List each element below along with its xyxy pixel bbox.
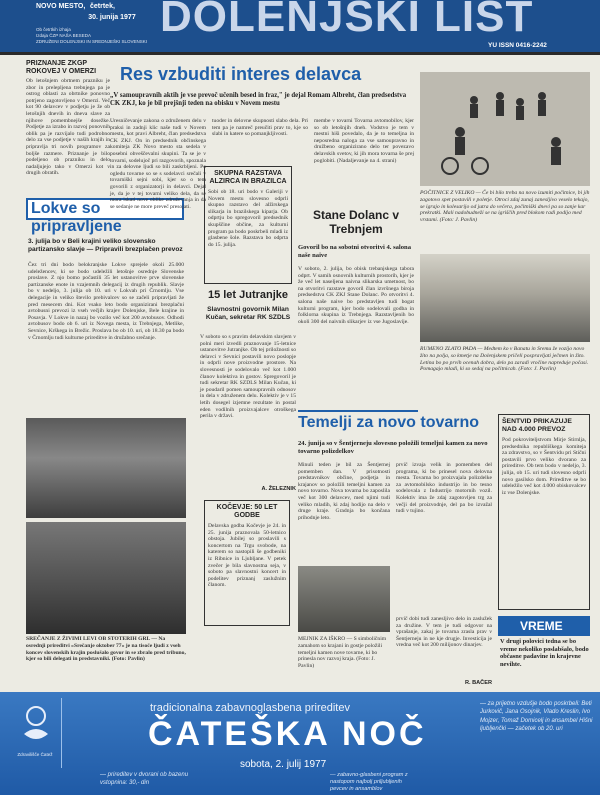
dolanc-body: V soboto, 2. julija, bo obisk trebanjskega tabora odprt. V samih osnovnih kulturnih prostorih, kjer je že več let naseljena naivna slikarska umetnost, bo na otvoritvi razstave govoril član izvršnega biroja predsedstva CK ZKJ Stane Dolanc. Po otvoritvi 4. salona naše naive bo predstavljen tudi bogat kulturni program, kjer bodo sodelovali godba in folklorna skupina iz Trebnjega. Razstavljenih bo okoli 300 del naivnih slikarjev iz vse Jugoslavije. [298, 266, 414, 325]
children-photo [420, 72, 590, 186]
masthead-weekday: četrtek, [90, 3, 115, 10]
cateska-noc-ad [0, 692, 600, 795]
temelji-col-2: prvič izvaja velik in pomemben del programa, ki bo prinesel nova delovna mesta. Tovarna bo proizvajala polizdelke za avtomobilsko industrijo in bo tesno sodelovala z Industrijo motornih vozil. Kolektiv ima že zdaj zagotovljen trg za večji del proizvodnje, del pa bo izvažal tudi v tujino. [396, 462, 492, 515]
cateska-logo-text: Zdravilišče Čatež [17, 752, 53, 757]
temelji-photo [298, 566, 390, 632]
cateska-center-1: — zabavno-glasbeni program z [330, 772, 408, 778]
priznanje-body: Ob letošnjem obrtnem prazniku je zbor in prelepljena trebnjega pa je ostrog oblasti za obrtnike ponovno potrjeno zagotovljeno v Omerzi. Več kot 90 delavcev v podjetju je že ob letošnjih dnevih in dneva slave za njihove pomembnejše dosežke. Podjetje za izrabo in razvoj ponovnih oblik pa je razvijalo tudi podrobno delo za vse podjetje v naših krajih in pripravlja tri novih programov za boljše razmere. Priznanje je bilo podeljeno ob prazniku in delo nadaljujejo tako v Omerzi kot v drugih obratih. [26, 78, 110, 177]
sentvid-body: Pod pokroviteljstvom Mirje Stirnlja, predsednika republiškega komiteja za zdravstvo, so v Šentvidu pri Stični postavili prvo veliko dvorano za prireditve. Ob tem bodo v nedeljo, 3. julija, ob 15. uri tudi slovesno odprli novo gasilsko dom. Prireditve se bo udeležilo več kot 4.000 obiskovalcev iz vse Dolenjske. [502, 437, 586, 496]
lokve-sub: 3. julija bo v Beli krajini veliko slovensko partizansko slavje — Pripravili brezplačen prevoz [28, 238, 183, 253]
lokve-concert-photo [26, 522, 186, 634]
skupna-body: Sobi ob 18. uri bodo v Galeriji v Novem mestu slovesno odprli skupno razstavo del alžirskega slikarja in brazilskega kiparja. Ob odprtju bo spregovoril predsednik skupščine občine, za kulturni program pa bodo poskrbeli mladi iz glasbene šole. Razstava bo odprta do 15. julija. [208, 189, 289, 248]
lokve-photo-caption: SREČANJE Z ŽIVIMI LEVI OB STOTERIH GRL — Na osrednji prireditvi »Srečanje oktober 77« je na tisoče ljudi z vseh koncev slovenskih krajin poslušalo govor in se zbralo pred tribuno, kjer so bili delegati in predstavniki. (Foto: Pavlin) [26, 636, 186, 663]
cateska-logo [10, 698, 62, 768]
vreme-banner [498, 616, 590, 636]
sentvid-headline: ŠENTVID PRIKAZUJE NAD 4.000 PREVOZ [502, 418, 572, 433]
cateska-left-1: — prireditev v dvorani ob bazenu [100, 772, 189, 778]
masthead-issn: YU ISSN 0416-2242 [488, 42, 547, 49]
harvest-photo-caption: RUMENO ZLATO PADA — Medtem ko v Banatu in Sremu že vozijo novo žito na polja, so kmetje na Dolenjskem pričeli pospravljati ječmen in žito. Letina bo po prvih ocenah dobra, delo pa zaradi vročine napreduje počasi. Pomagajo mladi, ki so sedaj na počitnicah. (Foto: J. Pavlin) [420, 346, 589, 373]
jutranjke-body: V soboto so s pravim delavskim slavjem v polni meri izvedli praznovanje 15-letnice ustanovitve Jutranjke. Ob tej priložnosti so delavci v Sevnici postavili novo poslopje in odprli nove proizvodne prostore. Na slovesnosti je sodelovalo več kot 1.000 članov kolektiva in gostov. Spregovoril je tudi sekretar RK SZDLS Milan Kučan, ki je poudaril pomen samoupravnih odnosov in dela v združenem delu. Kolektiv je v 15 letih dosegel izjemne rezultate in postal eden vodilnih proizvajalcev otroškega perila v državi. [200, 334, 297, 420]
cateska-right-text: — za prijetno vzdušje bodo poskrbeli: Beti Jurkovič, Jana Osojnik, Vlado Kreslin, Ivo Mojzer, Tomaž Domicelj in ansambel Hišni ljubljenčki — začetek ob 20. uri [480, 701, 593, 733]
temelji-sub: 24. junija so v Šentjerneju slovesno položili temeljni kamen za novo tovarno polizdelkov [298, 440, 488, 455]
masthead-notice-1: Ob četrtkih izhaja [36, 27, 71, 32]
masthead-notice-2: Izdaja ČZP NAŠA BESEDA [36, 33, 91, 38]
cateska-center-2: nastopom najbolj priljubljenih [330, 779, 402, 785]
res-col-2: tuoder in delovne skupnosti slabo dela. Pri tem pa je namreč preučiti prav to, kje so slabi in katere so pomanjkljivosti. [212, 118, 308, 138]
masthead [0, 0, 600, 52]
cateska-left-2: vstopnina: 30,- din [100, 780, 150, 786]
res-lead: „V samoupravnih aktih je vse prevoč učenih besed in fraz," je dejal Romam Albreht, član predsedstva CK ZKJ, ko je bil prejšnji teden na obisku v Novem mestu [110, 92, 407, 107]
res-col-3: membe v tovarni Tovarna avtomobilov, kjer so ob letošnjih dneh. Vodstvo je tem v mestni hiši povedalo, da je to temeljna in neposredna naloga za vse samoupravno in družbeno organizirano delo ter povezavo delavskih svetov, ki jih mora tovarna še prej poglobiti. (Nadaljevanje na 4. strani) [314, 118, 414, 164]
cateska-center-3: pevcev in ansamblov [330, 786, 383, 792]
masthead-notice-3: ZDRUŽENI DOLENJSKI IN SREDNJEŠKI SLOVENSKI [36, 39, 148, 44]
sentvid-box [498, 414, 590, 610]
harvest-photo [420, 254, 590, 342]
jutranjke-author: A. ŽELEZNIK [261, 486, 296, 492]
temelji-author: R. BAČER [464, 680, 492, 686]
res-headline: Res vzbuditi interes delavca [120, 64, 362, 84]
masthead-rule [0, 52, 600, 55]
res-col-1: Uresničevanje zakona o združenem delu v praksi in zadnji klic naše tudi v Novem mestu, kot pravi Albreht, član predsedstva CK ZKJ. On in predsednik občinskega komiteja ZK Novo mesto sta sedela v posebni obveščevalni skupini. Ta se je v tovarni, sodelujoč pri razgovorih, spoznala in za delovne ljudi so bili zaskrbljeni. Po ogledu tovarne so se s sodelavci srečali v tovarniški sejni sobi, kjer so o tem govorili z organizatorji in delavci. Dejal je, da je v tej tovarni veliko dela, da se mora iskati nove oblike združevanja in da se sedanje ne more preveč presojati. [110, 118, 206, 210]
vreme-body: V drugi polovici tedna se bo vreme nekoliko poslabšalo, bodo občasne padavine in krajevne nevihte. [500, 638, 589, 668]
masthead-place: NOVO MESTO, [36, 3, 86, 10]
kocevje-headline: KOČEVJE: 50 LET GODBE [216, 504, 278, 519]
cateska-top: tradicionalna zabavnoglasbena prireditev [150, 702, 350, 714]
dolanc-sub: Govoril bo na sobotni otvoritvi 4. salona naše naive [298, 244, 412, 259]
skupna-box [204, 166, 292, 284]
masthead-date: 30. junija 1977 [88, 14, 136, 21]
priznanje-headline: PRIZNANJE ZKGP ROKOVEJ V OMERZI [26, 60, 97, 75]
cateska-title: ČATEŠKA NOČ [148, 715, 427, 753]
children-photo-caption: POČITNICE Z VELIKO — Če bi bilo treba na novo izumiti počitnice, bi jih zagotovo spet postavili v poletje. Otroci zdaj zunaj zanesljivo veselo tekajo, se igrajo in kolesarijo od jutra do večera, počitniški dnevi pa so zanje kar prekratki. Mali nadobudneži se na igriščih pred blokom radi podijo med vrstami. (Foto: J. Pavlin) [420, 190, 590, 224]
masthead-title: DOLENJSKI LIST [160, 0, 534, 41]
cateska-date: sobota, 2. julij 1977 [240, 759, 327, 770]
jutranjke-headline: 15 let Jutranjke [207, 289, 289, 301]
lokve-body: Čez tri dni bodo belokranjske Lokve sprejele okoli 25.000 udeležencev, ki se bodo udeležili letošnje osrednje Slovenske proslave. Z njo bomo počastili 35 let ustanovitve prve slovenske partizanske enote in vzajemnih delegacij iz drugih republik. Slavje bo v nedeljo, 3. julija ob 10. uri v Lokvah pri Črnomlju. Vse delegacije in veliko število prebivalcev so se začeli pripravljati že pred mesecem dni. Kot vsako leto bodo organizirani brezplačni avtobusni prevozi iz vseh večjih krajev Dolenjske, Bele krajine in Posavja. V Lokve in nazaj bo vozilo več kot 200 avtobusov. Odhodi avtobusov bodo ob 6. uri iz Novega mesta, iz Trebnjega, Metlike, Sevnice, Krškega in Brežic. Proslava bo ob 10. uri, ob 18.30 pa bodo v Črnomlju tudi kulturne prireditve in družabno srečanje. [28, 262, 184, 341]
priznanje-article [26, 60, 110, 190]
temelji-headline: Temelji za novo tovarno [298, 414, 480, 431]
temelji-col-1: Minuli teden je bil za Šentjernej pomemben dan. V prisotnosti predstavnikov občine, podjetja in krajanov so položili temeljni kamen za novo tovarno. Nova tovarna bo zaposlila več kot 300 delavcev, med njimi tudi veliko mladih, ki zdaj hodijo na delo v druge kraje. Gradnja bo končana prihodnje leto. [298, 462, 390, 521]
kocevje-box [204, 500, 290, 626]
temelji-rule [298, 410, 418, 412]
lokve-headline: Lokve so pripravljene [31, 200, 122, 235]
vreme-title: VREME [520, 619, 563, 633]
lokve-crowd-photo [26, 418, 186, 518]
skupna-headline: SKUPNA RAZSTAVA ALZIRCA IN BRAZILCA [209, 170, 287, 185]
dolanc-headline: Stane Dolanc v Trebnjem [312, 208, 400, 236]
children-photo-figures [420, 72, 590, 186]
jutranjke-sub: Slavnostni govornik Milan Kučan, sekretar RK SZDLS [205, 306, 291, 321]
temelji-photo-caption: MEJNIK ZA IŠKRO — S simboličnim zamahom so krajani in gostje položili temeljni kamen nove tovarne, ki bo prinesla nov razvoj kraja. (Foto: J. Pavlin) [298, 636, 387, 670]
temelji-col-3: prvič dobi tudi zanesljivo delo in zaslužek za družine. V tem je tudi odgovor na vprašanje, zakaj je tovarna zrasla prav v Šentjerneju in ne kje drugje. Investicija je vredna več kot 200 milijonov dinarjev. [396, 616, 492, 649]
kocevje-body: Delavska godba Kočevje je 24. in 25. junija praznovala 50-letnico obstoja. Jubilej so proslavili s koncertom na Trgu svobode, na katerem so nastopili še godbeniki iz Ribnice in Ljubljane. V petek zvečer je bila slavnostna seja, v soboto pa slavnostni koncert in podelitev priznanj zaslužnim članom. [208, 523, 286, 589]
